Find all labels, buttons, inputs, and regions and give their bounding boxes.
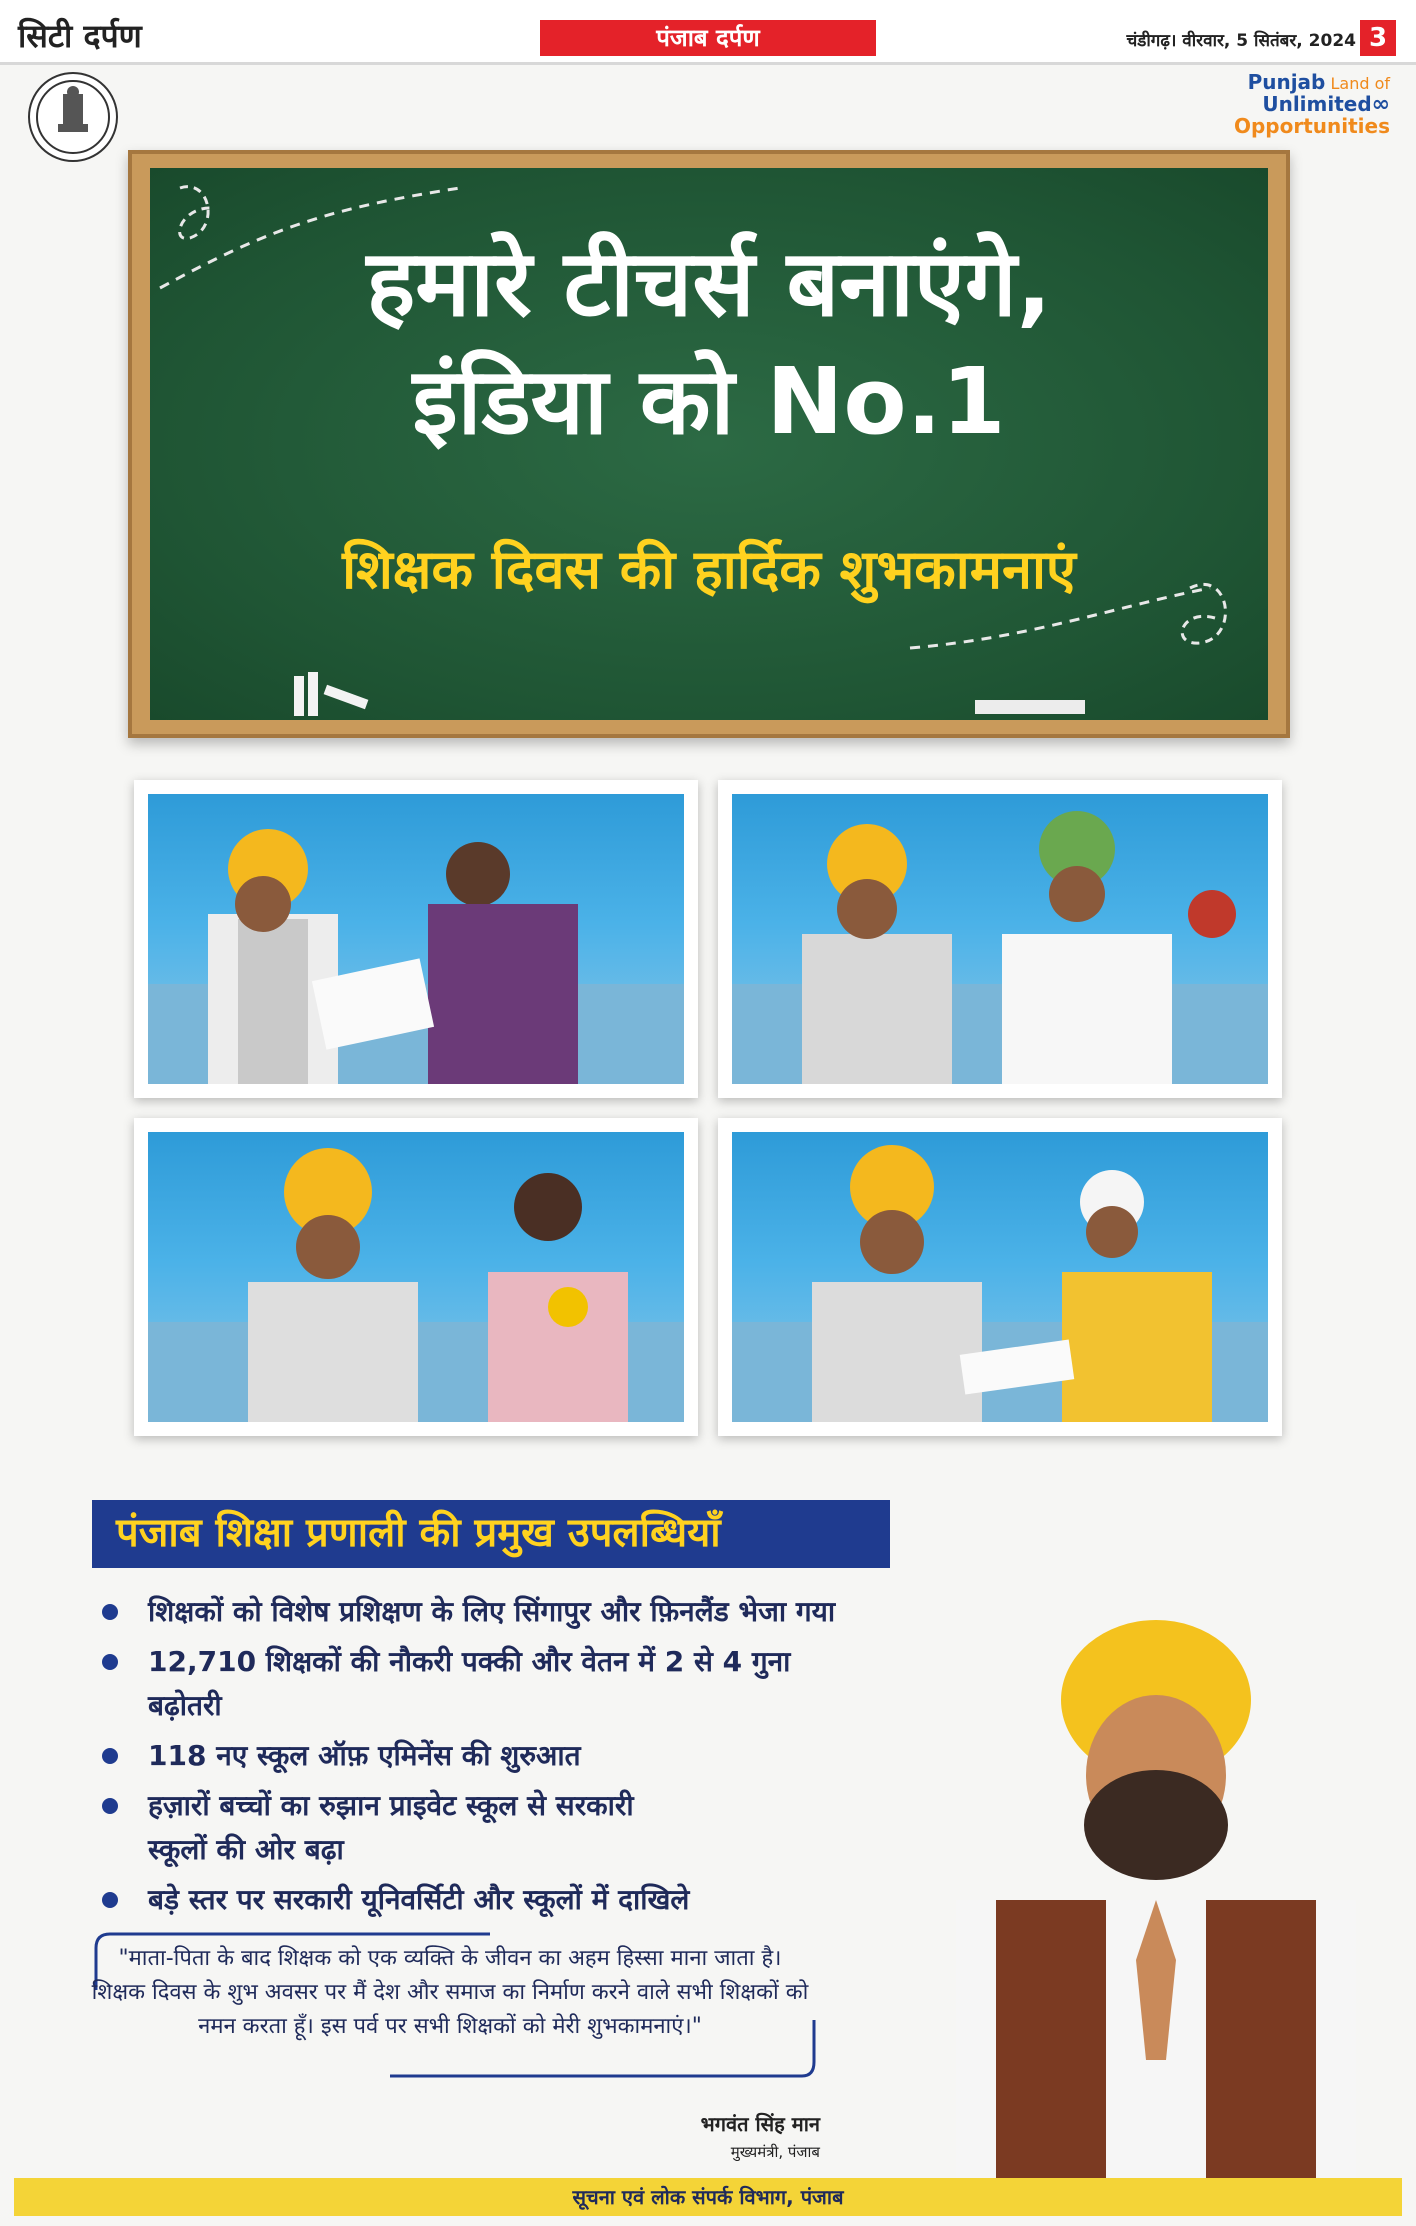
brand-line3: Opportunities xyxy=(1233,114,1390,138)
bullet-icon xyxy=(102,1892,118,1908)
photo-scene xyxy=(732,1132,1268,1422)
cm-quote: "माता-पिता के बाद शिक्षक को एक व्यक्ति के जीवन का अहम हिस्सा माना जाता है। शिक्षक दिवस के शुभ अवसर पर मैं देश और समाज का निर्माण करने वाले सभी शिक्षकों को नमन करता हूँ। इस पर्व पर सभी शिक्षकों को मेरी शुभकामनाएं।" xyxy=(91,1946,809,2039)
chalk-eraser xyxy=(975,700,1085,714)
list-item: 118 नए स्कूल ऑफ़ एमिनेंस की शुरुआत xyxy=(100,1734,960,1778)
bullet-icon xyxy=(102,1748,118,1764)
brand-line1-suffix: Land of xyxy=(1330,74,1390,93)
chalk-sticks-icon xyxy=(290,670,380,720)
photo-scene xyxy=(148,1132,684,1422)
chief-minister-portrait xyxy=(916,1600,1396,2178)
headline-line1: हमारे टीचर्स बनाएंगे, xyxy=(366,230,1052,337)
brand-line1: Punjab xyxy=(1247,70,1326,94)
board-subhead: शिक्षक दिवस की हार्दिक शुभकामनाएं xyxy=(342,538,1076,601)
achievements-list xyxy=(100,1590,960,1928)
newspaper-name: सिटी दर्पण xyxy=(18,17,142,55)
photo-scene xyxy=(732,794,1268,1084)
photo-scene xyxy=(148,794,684,1084)
bullet-icon xyxy=(102,1798,118,1814)
section-label: पंजाब दर्पण xyxy=(540,20,876,56)
photo-award-2 xyxy=(718,780,1282,1098)
list-item: बड़े स्तर पर सरकारी यूनिवर्सिटी और स्कूलों में दाखिले xyxy=(100,1878,960,1922)
headline-line2: इंडिया को No.1 xyxy=(412,348,1006,455)
brand-line2: Unlimited xyxy=(1262,92,1372,116)
photo-award-1 xyxy=(134,780,698,1098)
photo-award-3 xyxy=(134,1118,698,1436)
page-number: 3 xyxy=(1360,20,1396,56)
dateline: चंडीगढ़। वीरवार, 5 सितंबर, 2024 xyxy=(1126,31,1356,51)
signatory-role: मुख्यमंत्री, पंजाब xyxy=(730,2143,820,2161)
government-emblem-icon xyxy=(28,72,118,162)
footer-credit: सूचना एवं लोक संपर्क विभाग, पंजाब xyxy=(14,2178,1402,2216)
bullet-icon xyxy=(102,1654,118,1670)
list-item: हज़ारों बच्चों का रुझान प्राइवेट स्कूल से सरकारी स्कूलों की ओर बढ़ा xyxy=(100,1784,960,1872)
board-headline xyxy=(150,225,1268,461)
infinity-icon: ∞ xyxy=(1371,92,1390,117)
list-item: 12,710 शिक्षकों की नौकरी पक्की और वेतन में 2 से 4 गुना बढ़ोतरी xyxy=(100,1640,960,1728)
punjab-brand-logo xyxy=(1180,72,1390,136)
signatory-name: भगवंत सिंह मान xyxy=(700,2112,820,2136)
achievements-title: पंजाब शिक्षा प्रणाली की प्रमुख उपलब्धियाँ xyxy=(92,1500,890,1568)
photo-award-4 xyxy=(718,1118,1282,1436)
bullet-icon xyxy=(102,1604,118,1620)
list-item: शिक्षकों को विशेष प्रशिक्षण के लिए सिंगापुर और फ़िनलैंड भेजा गया xyxy=(100,1590,960,1634)
